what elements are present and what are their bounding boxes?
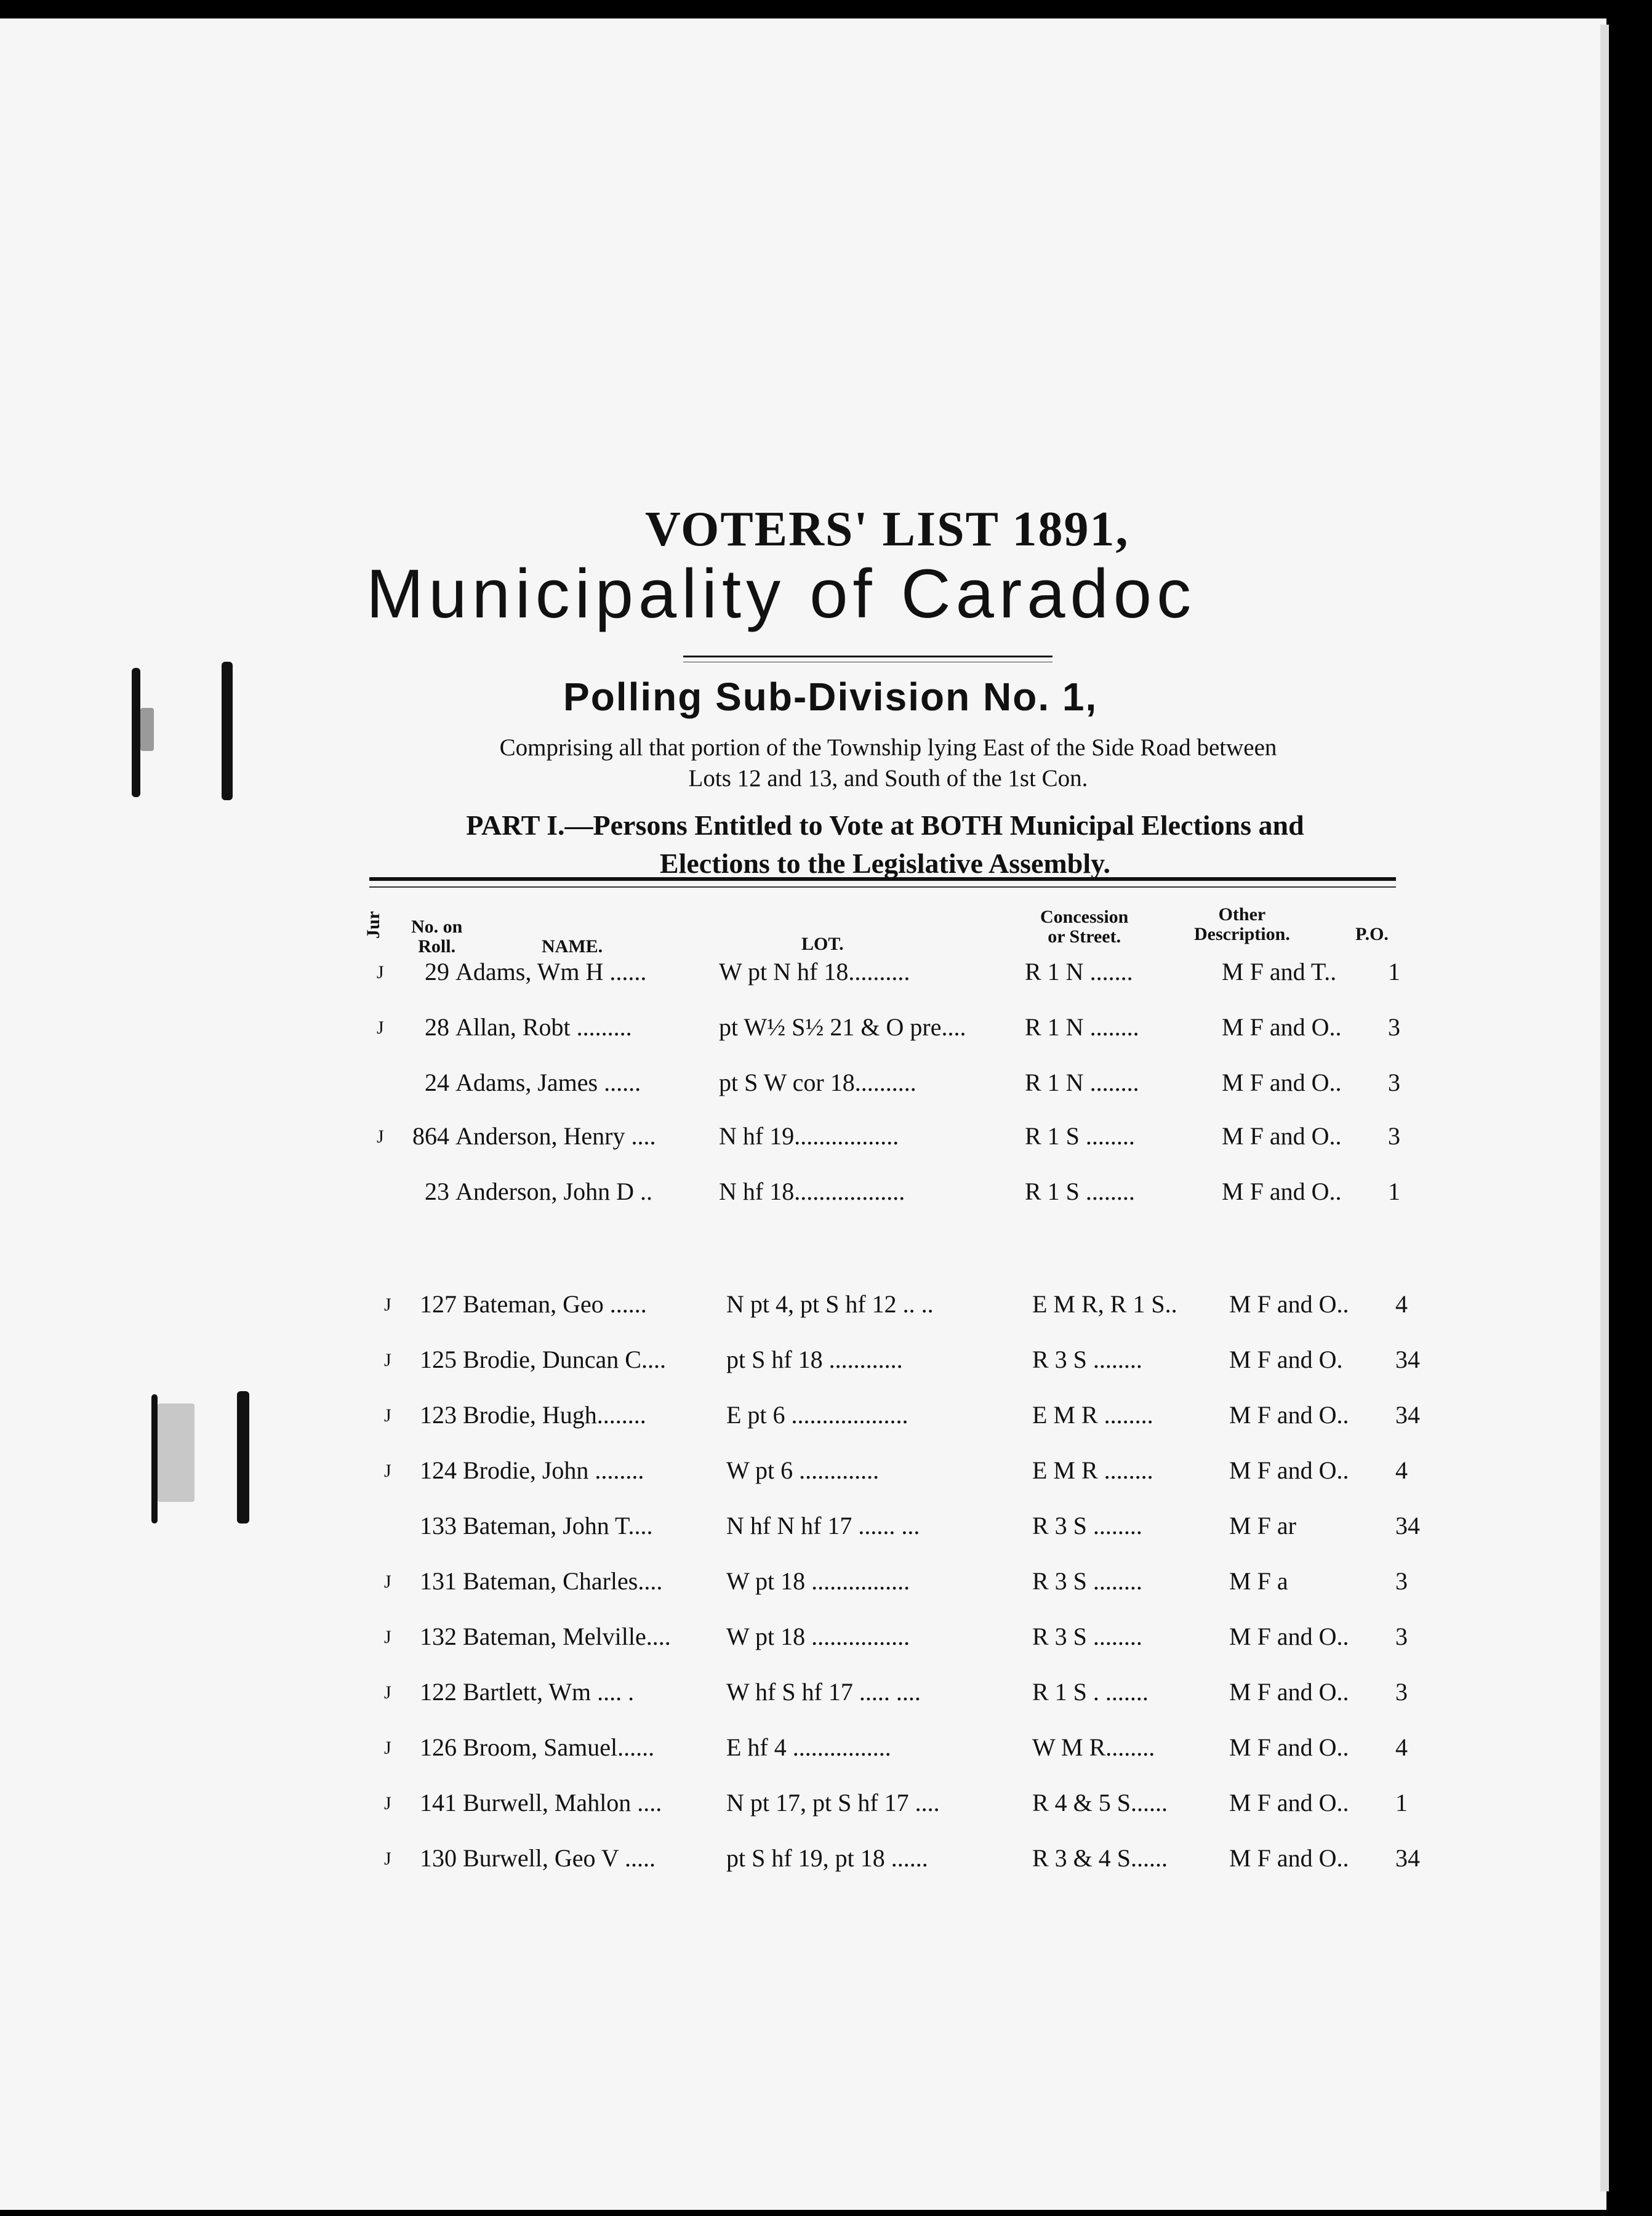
cell-con: R 1 S ........ <box>1025 1178 1135 1205</box>
cell-po: 3 <box>1388 1122 1400 1150</box>
cell-po: 34 <box>1395 1401 1420 1429</box>
cell-lot: pt S hf 18 ............ <box>726 1346 903 1373</box>
cell-jur: J <box>377 1018 384 1038</box>
cell-con: R 3 S ........ <box>1032 1512 1142 1540</box>
cell-po: 4 <box>1395 1733 1408 1761</box>
cell-lot: W hf S hf 17 ..... .... <box>726 1678 921 1706</box>
cell-po: 1 <box>1388 1178 1400 1205</box>
header-po: P.O. <box>1355 924 1389 944</box>
cell-name: Burwell, Mahlon .... <box>463 1789 662 1817</box>
cell-con: E M R, R 1 S.. <box>1032 1290 1177 1318</box>
cell-po: 4 <box>1395 1456 1408 1484</box>
part-heading <box>369 806 1401 883</box>
cell-name: Broom, Samuel...... <box>463 1733 655 1761</box>
cell-roll: 23 <box>425 1178 449 1205</box>
cell-con: W M R........ <box>1032 1733 1155 1761</box>
cell-po: 4 <box>1395 1290 1408 1318</box>
header-other-line: Description. <box>1194 924 1290 944</box>
cell-po: 1 <box>1395 1789 1408 1817</box>
cell-lot: W pt 6 ............. <box>726 1456 880 1484</box>
cell-jur: J <box>384 1350 391 1370</box>
cell-roll: 125 <box>420 1346 457 1373</box>
cell-jur: J <box>384 1405 391 1426</box>
cell-other: M F and O. <box>1229 1346 1343 1373</box>
cell-other: M F and O.. <box>1229 1733 1349 1761</box>
cell-other: M F and O.. <box>1222 1178 1342 1205</box>
cell-roll: 133 <box>420 1512 457 1540</box>
cell-name: Bateman, John T.... <box>463 1512 653 1540</box>
cell-roll: 126 <box>420 1733 457 1761</box>
cell-other: M F and O.. <box>1229 1290 1349 1318</box>
cell-name: Anderson, Henry .... <box>455 1122 656 1150</box>
cell-lot: E hf 4 ................ <box>726 1733 891 1761</box>
cell-name: Adams, James ...... <box>455 1069 641 1096</box>
cell-name: Bateman, Charles.... <box>463 1567 663 1595</box>
cell-con: R 1 S . ....... <box>1032 1678 1149 1706</box>
cell-other: M F and O.. <box>1229 1844 1349 1872</box>
part-heading-line: Elections to the Legislative Assembly. <box>659 848 1111 879</box>
cell-other: M F and O.. <box>1222 1122 1342 1150</box>
header-rule <box>369 877 1396 881</box>
cell-jur: J <box>384 1627 391 1647</box>
page-edge <box>1600 25 1609 2191</box>
cell-other: M F and O.. <box>1229 1623 1349 1650</box>
cell-roll: 127 <box>420 1290 457 1318</box>
cell-name: Adams, Wm H ...... <box>455 958 647 986</box>
cell-po: 3 <box>1395 1567 1408 1595</box>
cell-lot: E pt 6 ................... <box>726 1401 908 1429</box>
binding-mark <box>151 1394 158 1524</box>
cell-name: Brodie, Duncan C.... <box>463 1346 666 1373</box>
cell-name: Allan, Robt ......... <box>455 1013 632 1041</box>
cell-name: Bateman, Melville.... <box>463 1623 671 1650</box>
header-lot: LOT. <box>801 934 844 954</box>
description <box>377 733 1399 794</box>
cell-lot: N pt 4, pt S hf 12 .. .. <box>726 1290 934 1318</box>
cell-con: R 4 & 5 S...... <box>1032 1789 1168 1817</box>
header-jur: Jur <box>363 911 383 939</box>
cell-lot: pt S W cor 18.......... <box>719 1069 916 1096</box>
cell-lot: pt S hf 19, pt 18 ...... <box>726 1844 928 1872</box>
cell-con: R 3 S ........ <box>1032 1623 1142 1650</box>
cell-roll: 864 <box>412 1122 449 1150</box>
cell-con: R 3 S ........ <box>1032 1567 1142 1595</box>
cell-name: Bateman, Geo ...... <box>463 1290 647 1318</box>
cell-roll: 24 <box>425 1069 449 1096</box>
cell-other: M F ar <box>1229 1512 1296 1540</box>
cell-jur: J <box>384 1849 391 1869</box>
cell-jur: J <box>384 1295 391 1315</box>
cell-lot: W pt N hf 18.......... <box>719 958 910 986</box>
cell-name: Brodie, Hugh........ <box>463 1401 646 1429</box>
cell-con: E M R ........ <box>1032 1456 1153 1484</box>
cell-lot: N pt 17, pt S hf 17 .... <box>726 1789 940 1817</box>
description-line: Comprising all that portion of the Township lying East of the Side Road between <box>499 734 1277 761</box>
cell-con: R 1 N ....... <box>1025 958 1133 986</box>
cell-other: M F and O.. <box>1229 1456 1349 1484</box>
cell-roll: 122 <box>420 1678 457 1706</box>
document-page <box>0 18 1606 2210</box>
cell-roll: 28 <box>425 1013 449 1041</box>
header-concession-line: Concession <box>1040 907 1129 927</box>
cell-po: 34 <box>1395 1512 1420 1540</box>
cell-po: 3 <box>1395 1678 1408 1706</box>
cell-other: M F and O.. <box>1222 1013 1342 1041</box>
cell-po: 3 <box>1388 1013 1400 1041</box>
cell-con: R 3 & 4 S...... <box>1032 1844 1168 1872</box>
binding-mark <box>132 668 140 797</box>
binding-mark <box>222 662 233 800</box>
cell-name: Brodie, John ........ <box>463 1456 644 1484</box>
header-concession <box>1040 907 1128 947</box>
header-roll <box>411 917 462 957</box>
cell-po: 3 <box>1395 1623 1408 1650</box>
cell-roll: 124 <box>420 1456 457 1484</box>
cell-jur: J <box>384 1793 391 1813</box>
cell-other: M F and O.. <box>1229 1678 1349 1706</box>
header-roll-line: Roll. <box>418 936 456 957</box>
part-heading-line: PART I.—Persons Entitled to Vote at BOTH Municipal Elections and <box>466 809 1304 841</box>
binding-blot <box>140 708 154 751</box>
cell-roll: 29 <box>425 958 449 986</box>
cell-jur: J <box>377 962 384 982</box>
cell-lot: N hf 19................. <box>719 1122 899 1150</box>
cell-lot: W pt 18 ................ <box>726 1567 910 1595</box>
cell-name: Anderson, John D .. <box>455 1178 652 1205</box>
binding-mark <box>237 1391 249 1524</box>
cell-po: 34 <box>1395 1346 1420 1373</box>
header-name: NAME. <box>542 936 603 957</box>
polling-subdivision-title: Polling Sub-Division No. 1, <box>563 675 1098 719</box>
binding-blot <box>158 1403 194 1502</box>
cell-jur: J <box>384 1572 391 1592</box>
cell-lot: pt W½ S½ 21 & O pre.... <box>719 1013 966 1041</box>
cell-other: M F and O.. <box>1229 1789 1349 1817</box>
cell-other: M F and O.. <box>1222 1069 1342 1096</box>
header-other-line: Other <box>1218 904 1266 925</box>
cell-roll: 141 <box>420 1789 457 1817</box>
header-roll-line: No. on <box>411 917 463 937</box>
cell-con: R 1 N ........ <box>1025 1013 1139 1041</box>
cell-roll: 131 <box>420 1567 457 1595</box>
header-concession-line: or Street. <box>1048 926 1121 947</box>
cell-roll: 130 <box>420 1844 457 1872</box>
cell-name: Bartlett, Wm .... . <box>463 1678 635 1706</box>
document-title: VOTERS' LIST 1891, <box>645 502 1129 556</box>
cell-roll: 123 <box>420 1401 457 1429</box>
cell-jur: J <box>384 1738 391 1758</box>
cell-po: 34 <box>1395 1844 1420 1872</box>
municipality-title: Municipality of Caradoc <box>366 555 1197 632</box>
cell-jur: J <box>384 1682 391 1703</box>
cell-jur: J <box>377 1126 384 1147</box>
cell-other: M F a <box>1229 1567 1288 1595</box>
cell-name: Burwell, Geo V ..... <box>463 1844 656 1872</box>
cell-con: R 3 S ........ <box>1032 1346 1142 1373</box>
cell-lot: N hf N hf 17 ...... ... <box>726 1512 920 1540</box>
cell-con: R 1 N ........ <box>1025 1069 1139 1096</box>
title-divider <box>683 656 1053 657</box>
cell-po: 1 <box>1388 958 1400 986</box>
cell-con: E M R ........ <box>1032 1401 1153 1429</box>
cell-po: 3 <box>1388 1069 1400 1096</box>
cell-con: R 1 S ........ <box>1025 1122 1135 1150</box>
cell-roll: 132 <box>420 1623 457 1650</box>
cell-other: M F and T.. <box>1222 958 1337 986</box>
description-line: Lots 12 and 13, and South of the 1st Con. <box>688 765 1088 792</box>
cell-other: M F and O.. <box>1229 1401 1349 1429</box>
cell-jur: J <box>384 1461 391 1481</box>
cell-lot: N hf 18.................. <box>719 1178 905 1205</box>
header-other <box>1194 905 1290 944</box>
header-rule <box>369 886 1396 888</box>
cell-lot: W pt 18 ................ <box>726 1623 910 1650</box>
